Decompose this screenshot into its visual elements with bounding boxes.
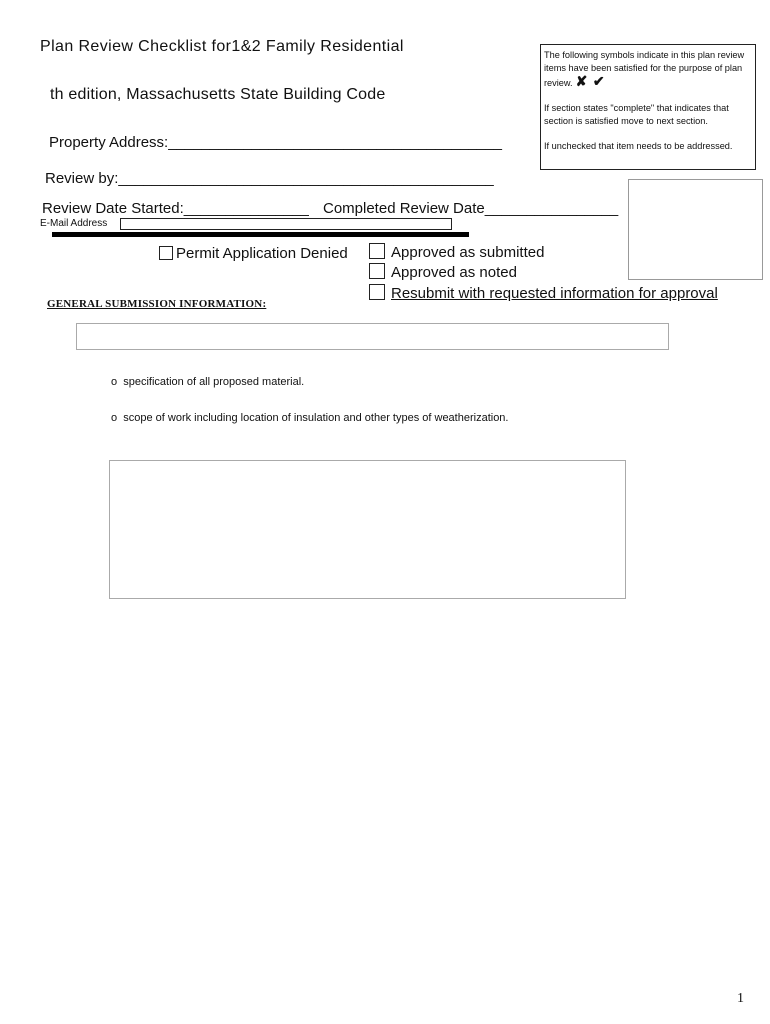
permit-denied-option[interactable] bbox=[159, 245, 348, 262]
approved-submitted-label: Approved as submitted bbox=[391, 244, 545, 261]
permit-denied-label: Permit Application Denied bbox=[176, 245, 348, 262]
resubmit-checkbox[interactable] bbox=[369, 284, 385, 300]
general-info-box[interactable] bbox=[76, 323, 669, 350]
list-item bbox=[111, 376, 304, 388]
bullet-marker: o bbox=[111, 412, 118, 424]
legend-line-1: The following symbols indicate in this plan review items have been satisfied for the purpose of plan review. bbox=[544, 50, 745, 88]
check-mark-icon: ✔ bbox=[592, 73, 605, 89]
approved-noted-option[interactable] bbox=[369, 263, 517, 281]
approved-noted-label: Approved as noted bbox=[391, 264, 517, 281]
review-date-started-field[interactable]: Review Date Started:_______________ bbox=[42, 200, 309, 217]
email-input[interactable] bbox=[120, 218, 452, 230]
section-heading: GENERAL SUBMISSION INFORMATION: bbox=[47, 298, 267, 310]
bullet-marker: o bbox=[111, 376, 118, 388]
code-edition-subtitle: th edition, Massachusetts State Building Code bbox=[50, 86, 386, 103]
approved-submitted-checkbox[interactable] bbox=[369, 243, 385, 259]
completed-review-date-field[interactable]: Completed Review Date________________ bbox=[323, 200, 619, 217]
resubmit-label: Resubmit with requested information for approval bbox=[391, 285, 718, 302]
review-by-field[interactable]: Review by:_____________________________________________ bbox=[45, 170, 494, 187]
resubmit-option[interactable] bbox=[369, 284, 718, 302]
property-address-field[interactable]: Property Address:________________________________________ bbox=[49, 134, 502, 151]
approved-noted-checkbox[interactable] bbox=[369, 263, 385, 279]
list-item-text: scope of work including location of insulation and other types of weatherization. bbox=[123, 412, 509, 424]
list-item-text: specification of all proposed material. bbox=[123, 376, 305, 388]
cross-mark-icon: ✘ bbox=[575, 73, 588, 89]
permit-denied-checkbox[interactable] bbox=[159, 246, 173, 260]
divider-rule bbox=[52, 232, 469, 237]
symbol-legend-box bbox=[540, 44, 756, 170]
notes-box[interactable] bbox=[109, 460, 626, 599]
page-number: 1 bbox=[737, 991, 744, 1006]
email-label: E-Mail Address bbox=[40, 218, 108, 229]
approved-submitted-option[interactable] bbox=[369, 243, 544, 261]
stamp-box bbox=[628, 179, 763, 280]
list-item bbox=[111, 412, 508, 424]
legend-line-3: If unchecked that item needs to be addressed. bbox=[544, 141, 733, 151]
document-title: Plan Review Checklist for1&2 Family Residential bbox=[40, 38, 404, 55]
legend-line-2: If section states "complete" that indicates that section is satisfied move to next section. bbox=[544, 103, 729, 126]
